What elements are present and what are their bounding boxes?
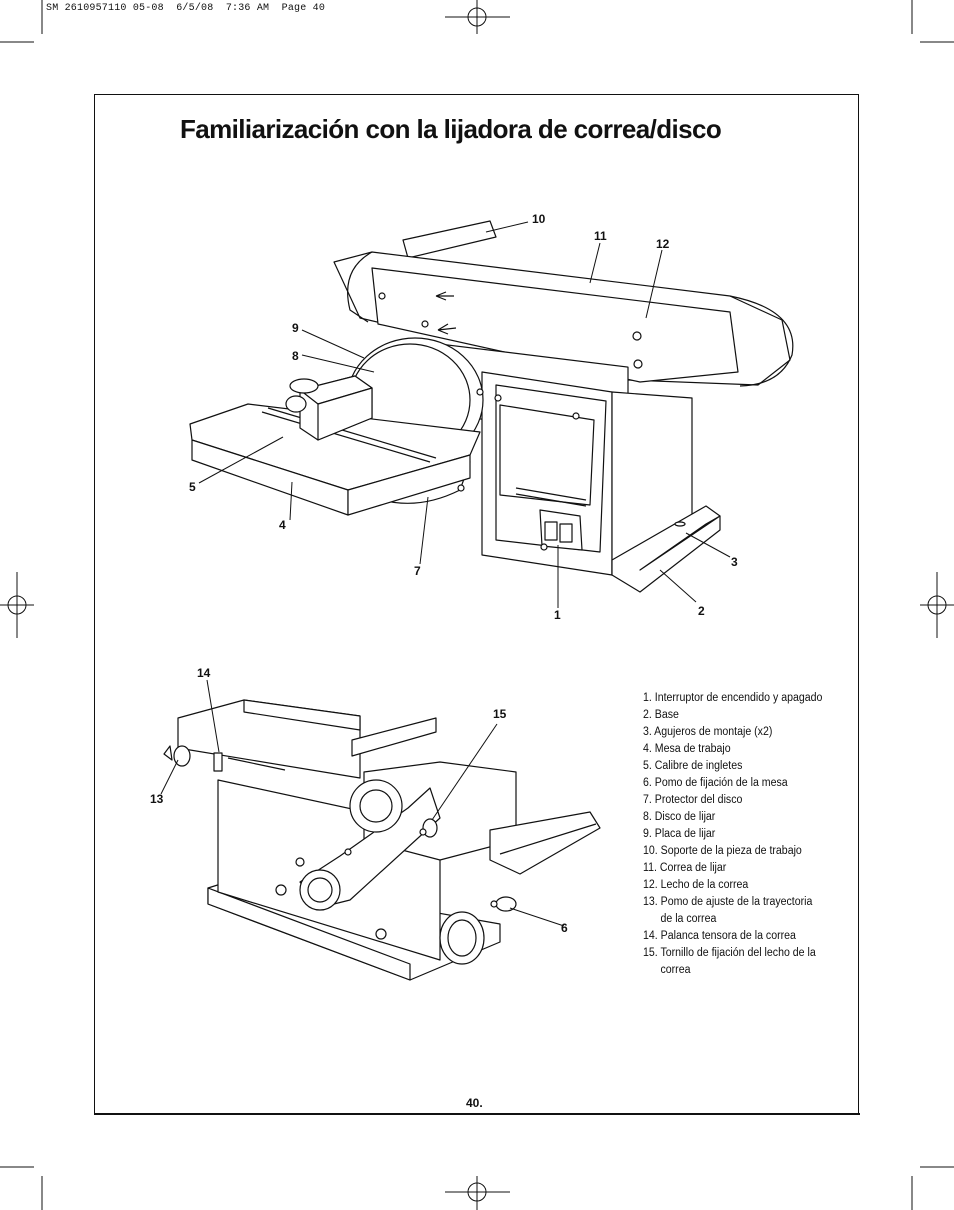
frame-rule	[94, 1113, 860, 1115]
legend-item: 3. Agujeros de montaje (x2)	[643, 726, 773, 738]
legend-item: 11. Correa de lijar	[643, 862, 727, 874]
sander-rear-illustration	[0, 660, 640, 1020]
callout-4: 4	[279, 518, 286, 532]
legend-item: 5. Calibre de ingletes	[643, 760, 743, 772]
callout-8: 8	[292, 349, 299, 363]
legend-item: 4. Mesa de trabajo	[643, 743, 731, 755]
callout-3: 3	[731, 555, 738, 569]
callout-7: 7	[414, 564, 421, 578]
callout-12: 12	[656, 237, 670, 251]
callout-10: 10	[532, 212, 546, 226]
legend-item: 12. Lecho de la correa	[643, 879, 749, 891]
callout-5: 5	[189, 480, 196, 494]
callout-14: 14	[197, 666, 211, 680]
legend-item: 10. Soporte de la pieza de trabajo	[643, 845, 802, 857]
legend-item: 15. Tornillo de fijación del lecho de la	[643, 947, 816, 959]
legend-item: 6. Pomo de fijación de la mesa	[643, 777, 788, 789]
legend-item: 1. Interruptor de encendido y apagado	[643, 692, 823, 704]
parts-legend	[643, 690, 832, 979]
legend-item: 9. Placa de lijar	[643, 828, 716, 840]
callout-9: 9	[292, 321, 299, 335]
callout-2: 2	[698, 604, 705, 618]
print-header: SM 2610957110 05-08 6/5/08 7:36 AM Page 40	[46, 3, 326, 14]
callout-15: 15	[493, 707, 507, 721]
callout-11: 11	[594, 229, 607, 243]
page-number: 40.	[466, 1096, 483, 1110]
legend-item: 2. Base	[643, 709, 679, 721]
callout-13: 13	[150, 792, 164, 806]
page-title: Familiarización con la lijadora de correa/disco	[180, 114, 722, 144]
callout-6: 6	[561, 921, 568, 935]
legend-item-continued: de la correa	[660, 913, 717, 925]
legend-item-continued: correa	[660, 964, 691, 976]
callout-1: 1	[554, 608, 561, 622]
legend-item: 7. Protector del disco	[643, 794, 743, 806]
legend-item: 13. Pomo de ajuste de la trayectoria	[643, 896, 813, 908]
legend-item: 14. Palanca tensora de la correa	[643, 930, 796, 942]
legend-item: 8. Disco de lijar	[643, 811, 716, 823]
